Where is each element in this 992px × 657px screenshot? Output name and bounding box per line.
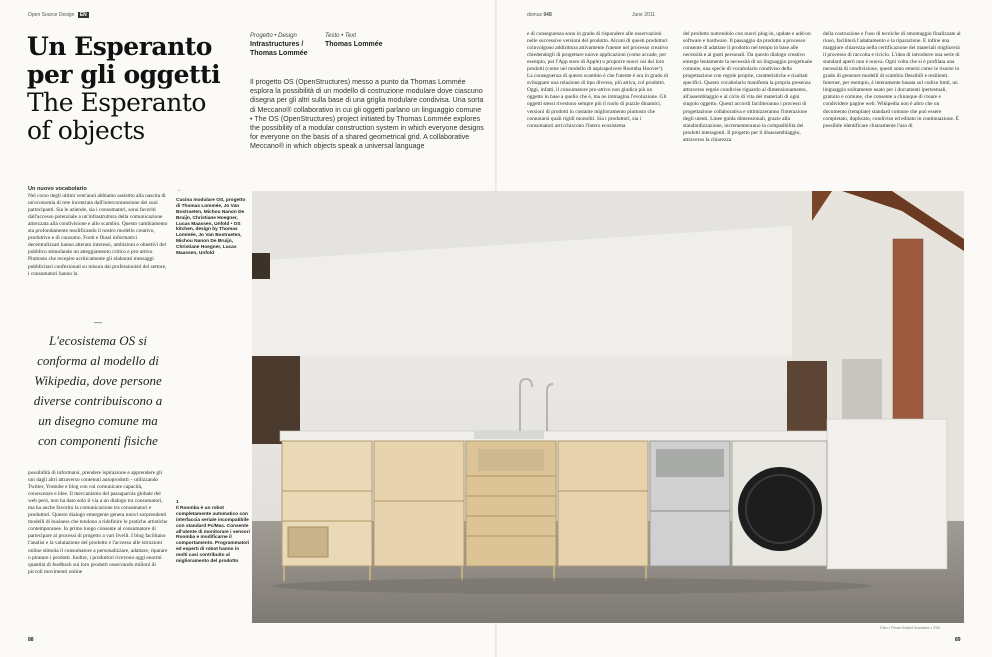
body-column-4 [683, 31, 815, 144]
quote-dash: — [94, 318, 102, 327]
title-it-line1: Un Esperanto [27, 32, 212, 61]
caption-text: Il Roomba è un robot completamente automatico con interfaccia seriale incompatibile con standard Pc/Mac. Consente all'utente di monitorare i sensori Roomba e modificarne il comportamento. Programmatori ed esperti di robot hanno in molti casi contribuito al miglioramento del prodotto [176, 505, 250, 565]
pull-quote [28, 318, 168, 451]
title-en-line2: of objects [27, 116, 145, 145]
body-text: Nel corso degli ultimi vent'anni abbiamo assistito alla nascita di un'economia di rete incentrata dall'interconnessione dei suoi partecipanti. Sia le aziende, sia i consumatori, sono favoriti dall'accesso potenziale a un'infrastruttura della comunicazione attrezzata alla condivisione e allo scambio. Questo cambiamento sta profondamente modificando il nostro modello creativo, produttivo e di consumo. Fonti e flussi informativi decentralizzati hanno alterato interessi, ambizioni e obiettivi del pubblico stimolando un atteggiamento critico e pro-attivo. Piuttosto che recepire acriticamente gli elaborati messaggi pubblicitari confezionati su misura dai professionisti del settore, i consumatori hanno la [28, 193, 168, 277]
caption-kitchen [176, 188, 250, 257]
body-text: della costruzione e l'uso di tecniche di smontaggio finalizzate al riuso, faciliterà l'adattamento e la riparazione. E infine una maggiore chiarezza nella certificazione dei materiali migliorerà il processo di raccolta e riciclo. L'idea di introdurre una serie di standard aperti non è nuova. Ogni volta che si è profilata una necessità di condivisione, questi sono emersi come le risorse in grado di generare modelli di scambio flessibili e resilienti. Internet, per esempio, è interamente basata sul codice html, un linguaggio solitamente usato per i documenti ipertestuali, gratuito e comune, che consente a chiunque di creare e condividere pagine web. Wikipedia non è altro che un documento (template) standard comune che può essere completato, duplicato, condiviso ed editato in continuazione. È possibile identificare chiaramente l'uso di [823, 31, 961, 129]
body-text: del prodotto nutrendolo con nuovi plug-in, update e add-on software e hardware. Il passaggio da prodotto a processo consente di adattare il prodotto nel tempo in base alle necessità e ai gusti personali. Da questo dialogo creativo emerge lentamente la necessità di un linguaggio progettuale comune, una specie di vocabolario condiviso della progettazione con regole proprie, caratteristiche e risultati specifici. Questo vocabolario manifesta la propria presenza attraverso regole condivise riguardo al dimensionamento, all'assemblaggio e al ciclo di vita dei materiali di ogni singolo oggetto. Questi accordi faciliteranno i processi di progettazione collaborativa e ottimizzeranno l'interazione degli utenti. Linee guida dimensionali, grazie alla standardizzazione, incrementeranno la compatibilità dei prodotti interagenti. Il progetto per il disassemblaggio, attraverso la chiarezza [683, 31, 813, 143]
photo-credit: Foto • Photo Kristof Vrancken • Z33 [880, 626, 940, 630]
page-number-right: 89 [955, 637, 961, 643]
body-text: e di conseguenza sono in grado di rispondere alle osservazioni nelle successive versioni del prodotto. Alcuni di questi produttori coinvolgono addirittura attivamente l'utente nel processo creativo chiedendogli di progettare nuove applicazioni (come accade, per esempio, per l'App store di Apple) o proporre nuovi usi dei loro prodotti (come nel modello di aspirapolvere Roomba Hoover¹). La conseguenza di questo scambio è che l'utente è ora in grado di sviluppare una relazione di tipo diverso, più attiva, col prodotto. Oggi, infatti, il consumatore pro-attivo non giudica più un oggetto in base a quello che è, ma ne immagina l'evoluzione. Gli oggetti stessi rivestono sempre più il ruolo di puzzle dinamici, versioni di prodotti in costante miglioramento piuttosto che connotarsi quali rigidi monoliti. Sia i produttori, sia i consumatori arricchiscono l'intero ecosistema [527, 31, 669, 129]
section-label [28, 12, 89, 19]
intro-en: • The OS (OpenStructures) project initiated by Thomas Lommée explores the possibility of a modular construction system in which everyone designs for everyone on the basis of a shared geometrical grid. A collaborative Meccano® in which objects speak a universal language [250, 114, 484, 151]
caption-roomba [176, 500, 250, 565]
caption-text: Cucina modulare OS, progetto di Thomas Lommée, Jo Van Bostraeten, Michou Nanon De Bruijn, Christiane Hoegner, Lucas Maassen, Unfold • OS kitchen, design by Thomas Lommée, Jo Van Bostraeten, Michou Nanon De Bruijn, Christiane Hoegner, Lucas Maassen, Unfold [176, 197, 246, 257]
credit-text-name: Thomas Lommée [325, 41, 383, 48]
intro-it: Il progetto OS (OpenStructures) messo a punto da Thomas Lommée esplora la possibilità di un modello di costruzione modulare dove ciascuno disegna per gli altri sulla base di una griglia modulare condivisa. Una sorta di Meccano® collaborativo in cui gli oggetti parlano un linguaggio comune [250, 78, 484, 114]
body-text: possibilità di informarsi, prendere ispirazione e apprendere gli uni dagli altri attraverso contenuti autoprodotti – utilizzando Twitter, Youtube e blog con cui comunicare capacità, conoscenze e idee. Il meccanismo del passaparola globale del web però, non ha dato solo il via a un dialogo tra consumatori, ma ha anche favorito la comunicazione tra consumatori e produttori. Questo dialogo emergente genera nuovi sorprendenti modelli di business che tendono a ridefinire le pratiche artistiche contemporanee. In primo luogo consente al consumatore di partecipare ai processi di progetto a vari livelli. I blog facilitano l'analisi e la valutazione del prodotto e l'accesso alle istruzioni online stimola il consumatore a personalizzare, adattare, riparare o piratare i prodotti. Inoltre, i produttori ricevono oggi enormi quantità di feedback sui loro prodotti osservando milioni di piccoli movimenti online [28, 470, 168, 575]
issue-date: June 2011 [632, 12, 655, 18]
credit-project-names: Intrastructures / Thomas Lommée [250, 41, 308, 57]
title-it-line2: per gli oggetti [27, 60, 221, 89]
page-number-left: 88 [28, 637, 34, 643]
article-title [27, 33, 257, 145]
intro-paragraph [250, 78, 486, 152]
quote-text: L'ecosistema OS si conforma al modello di Wikipedia, dove persone diverse contribuiscono a un disegno comune ma con componenti fisiche [33, 333, 163, 448]
credit-text-label: Testo • Text [325, 33, 357, 39]
body-column-3 [527, 31, 669, 130]
kitchen-photo-illustration [252, 191, 964, 623]
body-column-1-bottom [28, 470, 168, 576]
magazine-name: domus [527, 12, 543, 18]
title-en-line1: The Esperanto [27, 88, 206, 117]
section-name: Open Source Design [28, 12, 75, 18]
section-heading: Un nuovo vocabolario [28, 186, 87, 192]
section-badge: EN [79, 12, 87, 18]
running-header [527, 12, 552, 19]
body-column-1-top [28, 186, 168, 278]
issue-number: 948 [543, 12, 552, 18]
credit-project-label: Progetto • Design [250, 33, 297, 39]
kitchen-photo [252, 191, 964, 623]
caption-arrow: → [176, 188, 181, 193]
body-column-5 [823, 31, 963, 130]
caption-number: 1 [176, 500, 179, 505]
